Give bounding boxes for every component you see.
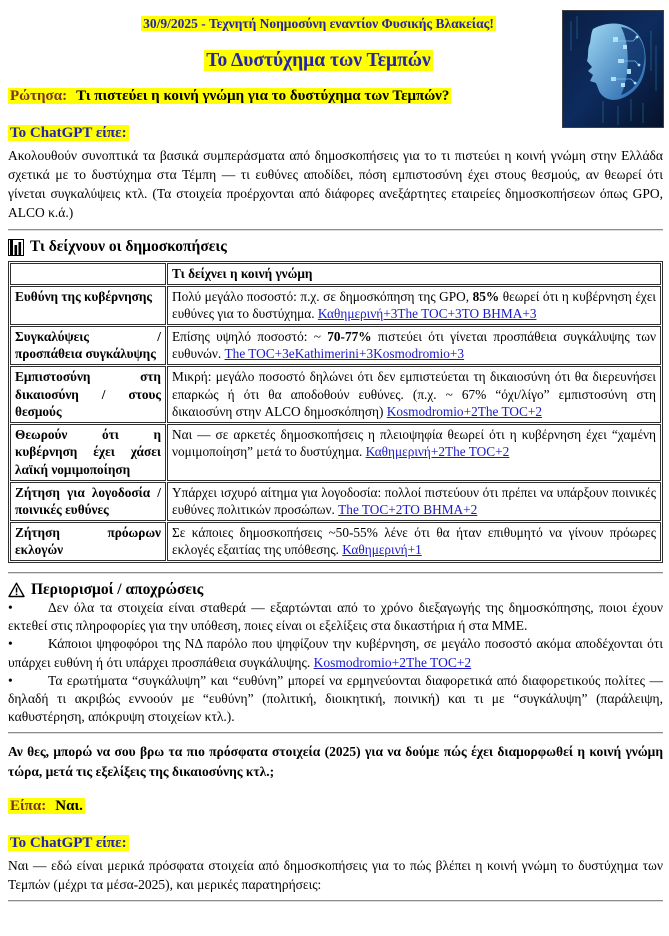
source-link[interactable]: Καθημερινή+3The TOC+3ΤΟ ΒΗΜΑ+3 [317, 306, 537, 322]
table-column-header: Τι δείχνει η κοινή γνώμη [167, 263, 661, 285]
source-link[interactable]: Καθημερινή+1 [342, 542, 422, 558]
chatgpt-said-heading-2: Το ChatGPT είπε: [10, 835, 127, 852]
row-finding: Επίσης υψηλό ποσοστό: ~ 70-77% πιστεύει ότι γίνεται προσπάθεια συγκάλυψης των ευθυνών. The TOC+3eKathimerini+3Kosmodromio+3 [167, 326, 661, 365]
chatgpt-said-heading-1: Το ChatGPT είπε: [10, 125, 127, 141]
table-row [10, 326, 661, 365]
page-title [8, 50, 629, 72]
bold-stat: 85% [472, 288, 500, 304]
table-row [10, 482, 661, 521]
row-topic: Ζήτηση για λογοδοσία / ποινικές ευθύνες [10, 482, 166, 521]
user-reply-line [8, 798, 663, 815]
bullet-icon: • [8, 636, 13, 652]
followup-paragraph: Αν θες, μπορώ να σου βρω τα πιο πρόσφατα στοιχεία (2025) για να δούμε πώς έχει διαμορφωθεί η κοινή γνώμη τώρα, μετά τις εξελίξεις της δικαιοσύνης κτλ.; [8, 744, 663, 780]
divider [8, 229, 663, 231]
asked-label: Ρώτησα: [10, 88, 68, 104]
row-topic: Θεωρούν ότι η κυβέρνηση έχει χάσει λαϊκή νομιμοποίηση [10, 424, 166, 481]
row-topic: Συγκαλύψεις / προσπάθεια συγκάλυψης [10, 326, 166, 365]
closing-paragraph: Ναι — εδώ είναι μερικά πρόσφατα στοιχεία από δημοσκοπήσεις για το πώς βλέπει η κοινή γνώμη το δυστύχημα των Τεμπών (μέχρι τα μέσα-2025), και μερικές παρατηρήσεις: [8, 858, 663, 893]
polls-section-heading-text: Τι δείχνουν οι δημοσκοπήσεις [30, 238, 227, 255]
row-topic: Ευθύνη της κυβέρνησης [10, 286, 166, 325]
bar-chart-icon [8, 239, 24, 256]
table-row [10, 366, 661, 423]
asked-text: Τι πιστεύει η κοινή γνώμη για το δυστύχημα των Τεμπών? [76, 88, 450, 104]
row-finding: Μικρή: μεγάλο ποσοστό δηλώνει ότι δεν εμπιστεύεται τη δικαιοσύνη ότι θα διερευνήσει επαρκώς ή ότι θα αποδοθούν ευθύνες. (π.χ. ~ 67% “όχι/λίγο” εμπιστοσύνη στη δικαιοσύνη στην ALCO δημοσκόπηση) Kosmodromio+2The TOC+2 [167, 366, 661, 423]
source-link[interactable]: Kosmodromio+2The TOC+2 [313, 654, 472, 670]
table-row [10, 424, 661, 481]
row-topic: Ζήτηση πρόωρων εκλογών [10, 522, 166, 561]
divider [8, 900, 663, 902]
said-label: Είπα: [10, 798, 47, 815]
list-item: • Τα ερωτήματα “συγκάλυψη” και “ευθύνη” μπορεί να ερμηνεύονται διαφορετικά από διαφορετικούς πολίτες — δηλαδή τι ακριβώς εννοούν με “ευθύνη” (πολιτική, διοικητική, ποινική) και τι με “συγκάλυψη” (παράλειψη, καθυστέρηση, απόκρυψη στοιχείων κτλ.). [8, 672, 663, 725]
divider [8, 572, 663, 574]
said-text: Ναι. [55, 798, 83, 815]
row-topic: Εμπιστοσύνη στη δικαιοσύνη / στους θεσμούς [10, 366, 166, 423]
limitations-heading [8, 581, 663, 599]
source-link[interactable]: Καθημερινή+2The TOC+2 [365, 444, 510, 460]
source-link[interactable]: The TOC+3eKathimerini+3Kosmodromio+3 [224, 346, 465, 362]
source-link[interactable]: Kosmodromio+2The TOC+2 [386, 404, 542, 420]
dateline [8, 16, 629, 32]
row-finding: Ναι — σε αρκετές δημοσκοπήσεις η πλειοψηφία θεωρεί ότι η κυβέρνηση έχει “χαμένη νομιμοποίηση” μετά το δυστύχημα. Καθημερινή+2The TOC+2 [167, 424, 661, 481]
table-corner-cell [10, 263, 166, 285]
row-finding: Υπάρχει ισχυρό αίτημα για λογοδοσία: πολλοί πιστεύουν ότι πρέπει να υπάρξουν ποινικές ευθύνες πολιτικών προσώπων. The TOC+2ΤΟ ΒΗΜΑ+2 [167, 482, 661, 521]
list-item: • Κάποιοι ψηφοφόροι της ΝΔ παρόλο που ψηφίζουν την κυβέρνηση, σε μεγάλο ποσοστό ακόμα αποδέχονται ότι υπάρχει ευθύνη ή ότι υπάρχει προσπάθεια συγκάλυψης. Kosmodromio+2The TOC+2 [8, 636, 663, 670]
ai-head-image [562, 10, 664, 128]
bullet-icon: • [8, 599, 13, 615]
source-link[interactable]: The TOC+2ΤΟ ΒΗΜΑ+2 [338, 502, 478, 518]
warning-icon [8, 582, 25, 598]
bold-stat: 70-77% [327, 328, 372, 344]
polls-section-heading [8, 238, 663, 256]
bullet-icon: • [8, 672, 13, 688]
limitations-heading-text: Περιορισμοί / αποχρώσεις [31, 580, 204, 598]
table-row [10, 522, 661, 561]
polls-table [8, 261, 663, 563]
page-title-text: Το Δυστύχημα των Τεμπών [206, 50, 431, 71]
table-header-row [10, 263, 661, 285]
list-item: • Δεν όλα τα στοιχεία είναι σταθερά — εξαρτώνται από το χρόνο διεξαγωγής της δημοσκόπησης, ποιοι έχουν εκτεθεί στις πληροφορίες για την υπόθεση, ποιες είναι οι εξελίξεις στα δικαστήρια ή στα ΜΜΕ. [8, 599, 663, 634]
table-row [10, 286, 661, 325]
divider [8, 732, 663, 734]
row-finding: Σε κάποιες δημοσκοπήσεις ~50-55% λένε ότι θα ήταν επιθυμητό να γίνουν πρόωρες εκλογές εξαιτίας της υπόθεσης. Καθημερινή+1 [167, 522, 661, 561]
intro-paragraph: Ακολουθούν συνοπτικά τα βασικά συμπεράσματα από δημοσκοπήσεις για το τι πιστεύει η κοινή γνώμη στην Ελλάδα σχετικά με το δυστύχημα στα Τέμπη — τι ευθύνες αποδίδει, πόση εμπιστοσύνη έχει στους θεσμούς, αν θεωρεί ότι γίνεται συγκαλύψεις κτλ. (Τα στοιχεία προέρχονται από διάφορες ανεξάρτητες εταιρείες δημοσκοπήσεων όπως GPO, ALCO κ.ά.) [8, 148, 663, 220]
limitations-list [8, 599, 663, 726]
row-finding: Πολύ μεγάλο ποσοστό: π.χ. σε δημοσκόπηση της GPO, 85% θεωρεί ότι η κυβέρνηση έχει ευθύνες για το δυστύχημα. Καθημερινή+3The TOC+3ΤΟ ΒΗΜΑ+3 [167, 286, 661, 325]
dateline-text: 30/9/2025 - Τεχνητή Νοημοσύνη εναντίον Φυσικής Βλακείας! [143, 16, 494, 31]
